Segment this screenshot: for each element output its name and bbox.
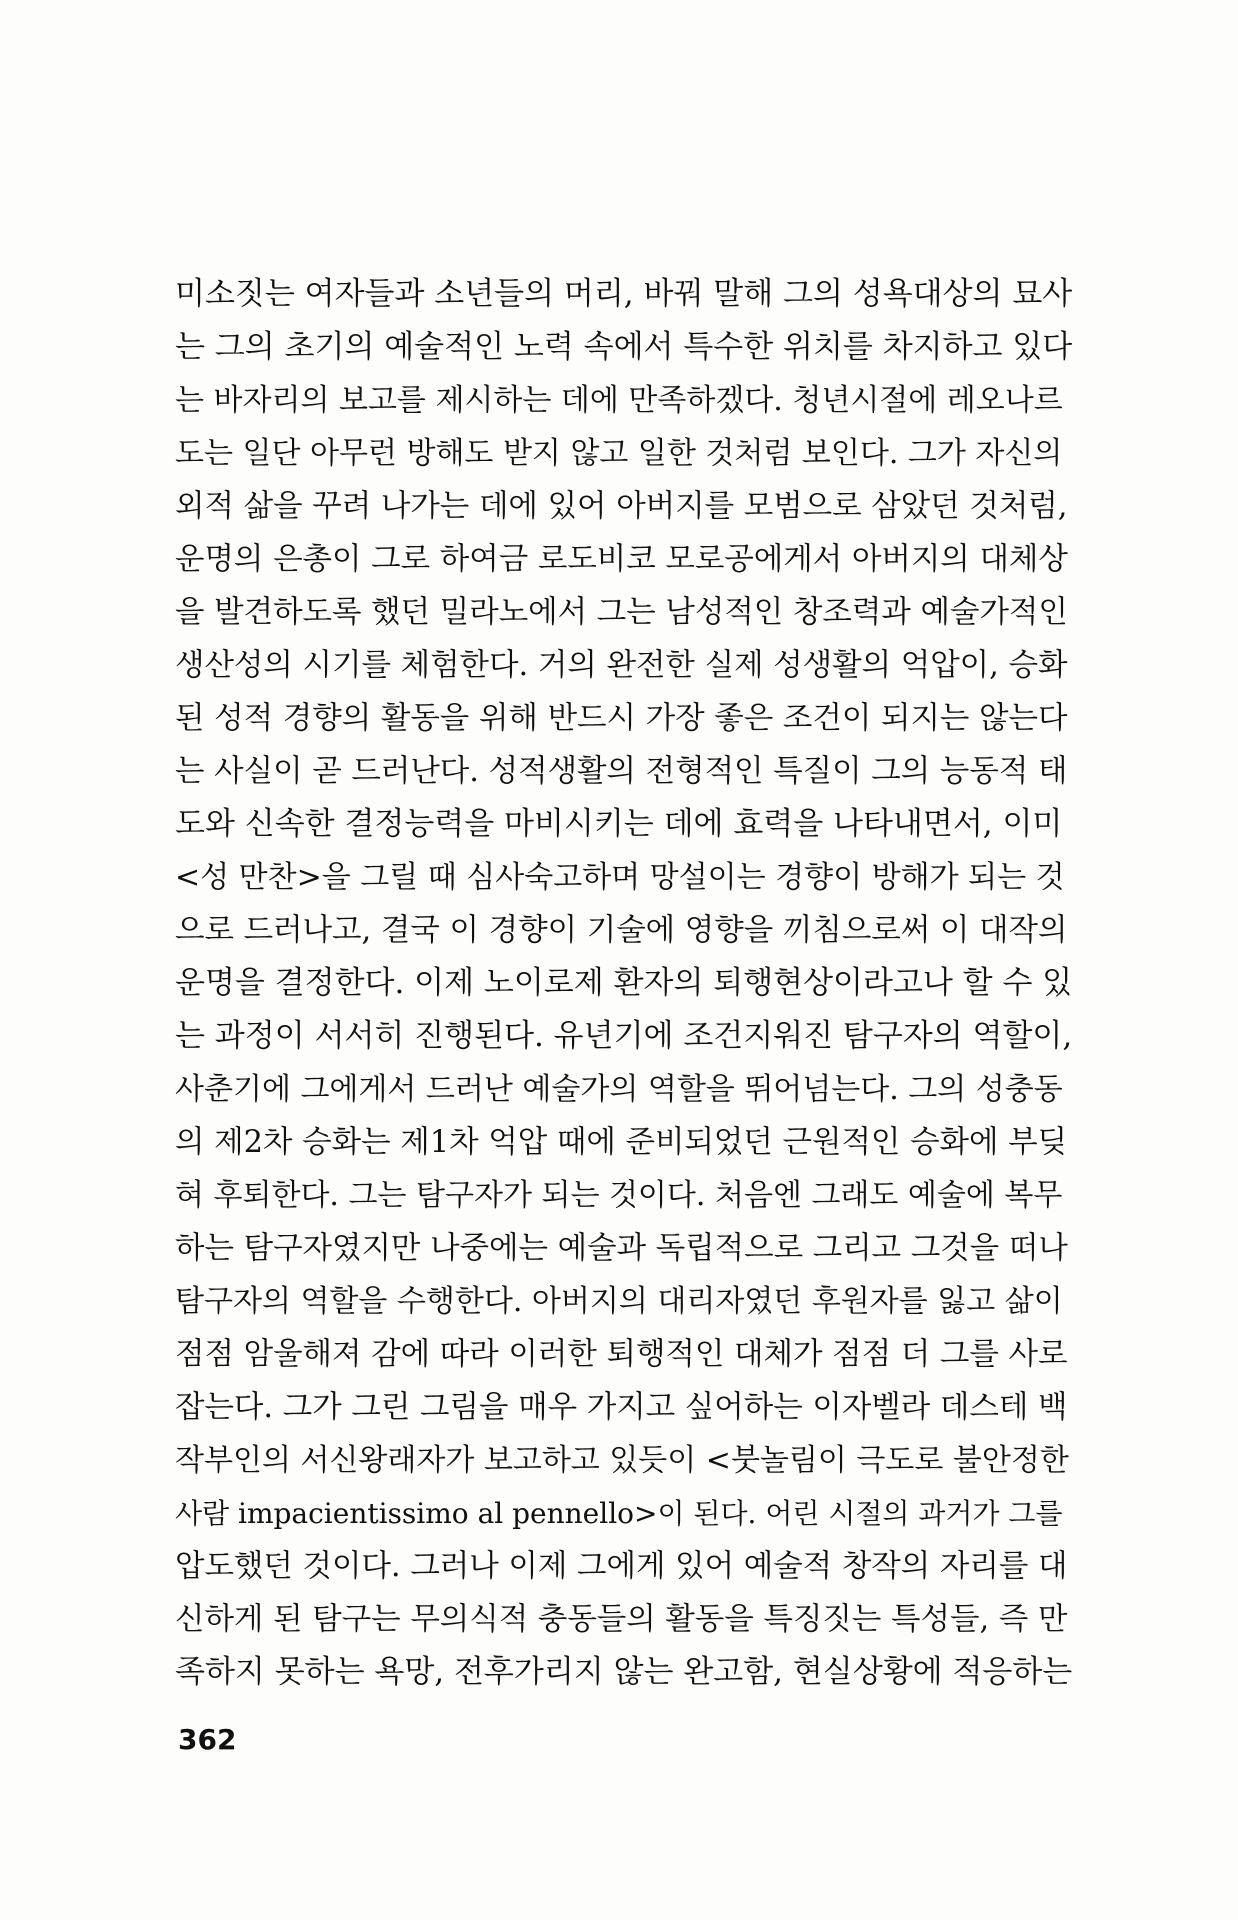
text-line: 는 바자리의 보고를 제시하는 데에 만족하겠다. 청년시절에 레오나르 bbox=[175, 383, 1063, 418]
text-line: 운명을 결정한다. 이제 노이로제 환자의 퇴행현상이라고나 할 수 있 bbox=[175, 965, 1073, 1001]
text-line: 혀 후퇴한다. 그는 탐구자가 되는 것이다. 처음엔 그래도 예술에 복무 bbox=[175, 1178, 1063, 1213]
text-line: 운명의 은총이 그로 하여금 로도비코 모로공에게서 아버지의 대체상 bbox=[175, 542, 1068, 577]
text-line: 을 발견하도록 했던 밀라노에서 그는 남성적인 창조력과 예술가적인 bbox=[175, 595, 1068, 630]
text-line: 는 그의 초기의 예술적인 노력 속에서 특수한 위치를 차지하고 있다 bbox=[175, 329, 1073, 365]
text-line: 점점 암울해져 감에 따라 이러한 퇴행적인 대체가 점점 더 그를 사로 bbox=[175, 1337, 1068, 1372]
text-line: 으로 드러나고, 결국 이 경향이 기술에 영향을 끼침으로써 이 대작의 bbox=[175, 913, 1068, 948]
text-line: 압도했던 것이다. 그러나 이제 그에게 있어 예술적 창작의 자리를 대 bbox=[175, 1549, 1068, 1584]
text-line: 외적 삶을 꾸려 나가는 데에 있어 아버지를 모범으로 삼았던 것처럼, bbox=[175, 489, 1068, 524]
text-line: <성 만찬>을 그릴 때 심사숙고하며 망설이는 경향이 방해가 되는 것 bbox=[175, 860, 1065, 895]
text-line: 생산성의 시기를 체험한다. 거의 완전한 실제 성생활의 억압이, 승화 bbox=[175, 648, 1068, 683]
text-line: 도와 신속한 결정능력을 마비시키는 데에 효력을 나타내면서, 이미 bbox=[175, 806, 1063, 842]
text-line: 사춘기에 그에게서 드러난 예술가의 역할을 뛰어넘는다. 그의 성충동 bbox=[175, 1072, 1063, 1107]
text-line: 탐구자의 역할을 수행한다. 아버지의 대리자였던 후원자를 잃고 삶이 bbox=[175, 1284, 1063, 1319]
body-text bbox=[175, 268, 1075, 1699]
text-line: 미소짓는 여자들과 소년들의 머리, 바꿔 말해 그의 성욕대상의 묘사 bbox=[175, 276, 1073, 312]
text-line: 신하게 된 탐구는 무의식적 충동들의 활동을 특징짓는 특성들, 즉 만 bbox=[175, 1602, 1068, 1637]
text-line: 잡는다. 그가 그린 그림을 매우 가지고 싶어하는 이자벨라 데스테 백 bbox=[175, 1390, 1068, 1425]
page-number: 362 bbox=[178, 1723, 237, 1756]
text-line: 된 성적 경향의 활동을 위해 반드시 가장 좋은 조건이 되지는 않는다 bbox=[175, 701, 1068, 736]
text-line: 는 과정이 서서히 진행된다. 유년기에 조건지워진 탐구자의 역할이, bbox=[175, 1018, 1073, 1054]
text-line: 도는 일단 아무런 방해도 받지 않고 일한 것처럼 보인다. 그가 자신의 bbox=[175, 436, 1063, 471]
text-line: 족하지 못하는 욕망, 전후가리지 않는 완고함, 현실상황에 적응하는 bbox=[175, 1654, 1073, 1690]
text-line: 의 제2차 승화는 제1차 억압 때에 준비되었던 근원적인 승화에 부딪 bbox=[175, 1125, 1068, 1160]
text-line: 는 사실이 곧 드러난다. 성적생활의 전형적인 특질이 그의 능동적 태 bbox=[175, 754, 1068, 789]
text-line: 사람 impacientissimo al pennello>이 된다. 어린 시절의 과거가 그를 bbox=[175, 1497, 1063, 1530]
text-line: 하는 탐구자였지만 나중에는 예술과 독립적으로 그리고 그것을 떠나 bbox=[175, 1231, 1068, 1266]
text-line: 작부인의 서신왕래자가 보고하고 있듯이 <붓놀림이 극도로 불안정한 bbox=[175, 1443, 1069, 1478]
